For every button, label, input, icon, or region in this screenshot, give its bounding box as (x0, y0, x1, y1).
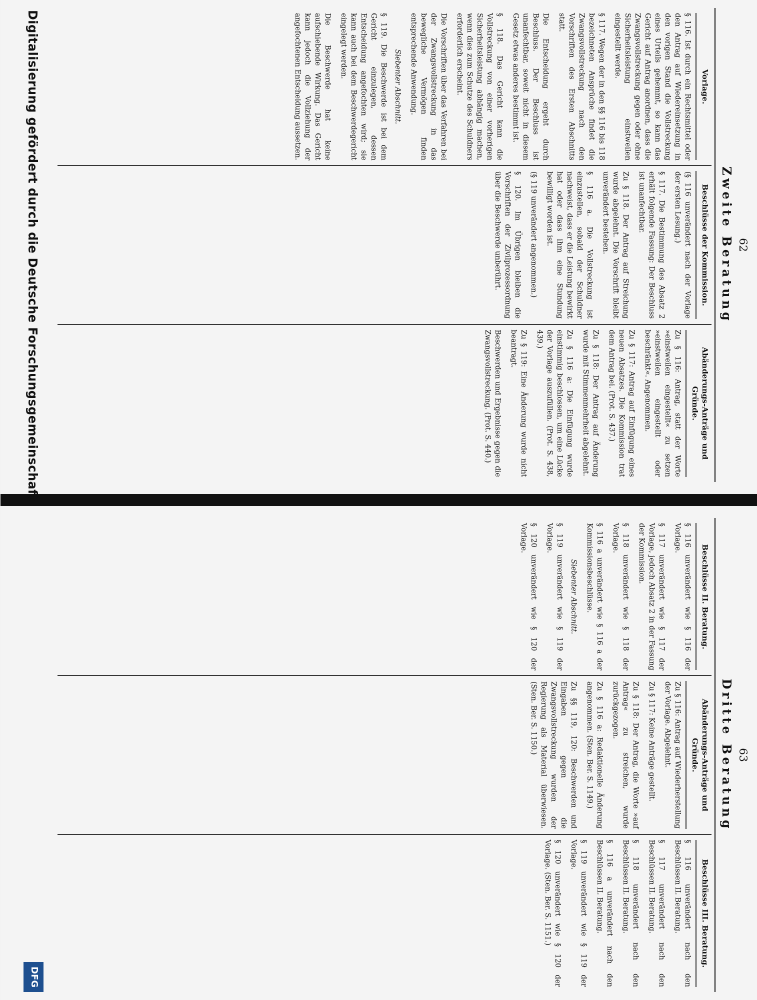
paragraph: § 116 a unverändert nach den Beschlüssen II. Beratung. (595, 839, 614, 987)
paragraph: Zu §§ 119, 120: Beschwerden und Eingaben gegen die Zwangsvollstreckung wurden der Regierung als Material überwiesen. (Sten. Ber. S. 1150.) (529, 681, 578, 829)
column-header: Beschlüsse der Kommission. (695, 171, 711, 318)
heading-rule (714, 518, 715, 992)
paragraph: Die Beschwerde hat keine aufschiebende Wirkung. Das Gericht kann jedoch die Vollziehung der angefochtenen Entscheidung aussetzen. (293, 13, 332, 161)
column-antraege (57, 324, 711, 482)
paragraph: Zu § 117: Keine Anträge gestellt. (647, 681, 656, 802)
digitization-credit: Digitalisierung gefördert durch die Deutsche Forschungsgemeinschaft (25, 10, 39, 501)
column-antraege (57, 675, 711, 833)
paragraph: Zu § 116: Antrag, statt der Worte »einstweilen eingestellt« zu setzen »einstweilen eingestellt oder beschränkt«. Angenommen. (643, 329, 682, 477)
column-group (57, 518, 711, 992)
left-page (57, 0, 757, 490)
paragraph: § 120 unverändert wie § 120 der Vorlage. (Sten. Ber. S. 1151.) (543, 839, 562, 987)
column-beschluesse-2 (57, 518, 711, 675)
paragraph: § 116 a. Die Vollstreckung ist einzustellen, sobald der Schuldner nachweist, dass er die Leistung bewirkt hat oder dass ihm eine Stundung bewilligt worden ist. (545, 171, 594, 319)
right-page (57, 510, 757, 1000)
paragraph: § 116 unverändert nach den Beschlüssen II. Beratung. (673, 839, 692, 987)
paragraph: Beschwerden und Ergebnisse gegen die Zwangsvollstreckung. (Prot. S. 440.) (483, 329, 502, 477)
paragraph: Zu § 118. Der Antrag auf Streichung wurde abgelehnt. Die Vorschrift bleibt unverändert bestehen. (601, 171, 630, 319)
paragraph: Die Entscheidung ergeht durch Beschluss. Der Beschluss ist unanfechtbar, soweit nicht in diesem Gesetz etwas anderes bestimmt ist. (511, 13, 550, 161)
paragraph: § 118 unverändert wie § 118 der Vorlage. (611, 523, 630, 671)
section-subheading: Siebenter Abschnitt. (393, 49, 402, 125)
column-vorlage (57, 8, 711, 165)
paragraph: § 116. Ist durch ein Rechtsmittel oder den Antrag auf Wiedereinsetzung in den vorigen Stand die Vollstreckung eines Urteils gehemmt, so kann das Gericht auf Antrag anordnen, dass die Zwangsvollstreckung gegen oder ohne Sicherheitsleistung einstweilen eingestellt werde. (613, 13, 692, 161)
page-number: 63 (736, 748, 749, 762)
column-group (57, 8, 711, 482)
column-kommission (57, 165, 711, 323)
page-heading: Zweite Beratung (719, 166, 733, 324)
paragraph: § 118. Das Gericht kann die Vollstreckung von einer vorherigen Sicherheitsleistung abhängig machen, wenn dies zum Schutze des Schuldners erforderlich erscheint. (455, 13, 504, 161)
paragraph: Die Vorschriften über das Verfahren bei der Zwangsvollstreckung in das bewegliche Vermögen finden entsprechende Anwendung. (409, 13, 448, 161)
paragraph: Zu § 116: Antrag auf Wiederherstellung der Vorlage. Abgelehnt. (663, 681, 682, 829)
paragraph: (§ 119 unverändert angenommen.) (529, 171, 538, 298)
page-number: 62 (736, 238, 749, 252)
paragraph: § 116 unverändert wie § 116 der Vorlage. (673, 523, 692, 671)
paragraph: § 118 unverändert nach den Beschlüssen II. Beratung. (621, 839, 640, 987)
paragraph: § 117 unverändert wie § 117 der Vorlage, jedoch Absatz 2 in der Fassung der Kommission. (637, 523, 666, 671)
column-header: Beschlüsse III. Beratung. (695, 840, 711, 987)
column-header: Abänderungs-Anträge und Gründe. (685, 681, 711, 828)
paragraph: § 120. Im Übrigen bleiben die Vorschriften der Zivilprozessordnung über die Beschwerde unberührt. (493, 171, 522, 319)
column-header: Vorlage. (695, 13, 711, 160)
paragraph: § 117 unverändert nach den Beschlüssen II. Beratung. (647, 839, 666, 987)
heading-rule (714, 8, 715, 482)
paragraph: § 119 unverändert wie § 119 der Vorlage. (545, 523, 564, 671)
paragraph: § 120 unverändert wie § 120 der Vorlage. (519, 523, 538, 671)
column-header: Beschlüsse II. Beratung. (695, 523, 711, 670)
column-header: Abänderungs-Anträge und Gründe. (685, 330, 711, 477)
section-subheading: Siebenter Abschnitt. (569, 559, 578, 635)
page-heading: Dritte Beratung (719, 678, 733, 832)
paragraph: Zu § 119: Eine Änderung wurde nicht beantragt. (509, 329, 528, 477)
paragraph: § 116 a unverändert wie § 116 a der Kommissionsbeschlüsse. (585, 523, 604, 671)
paragraph: Zu § 117: Antrag auf Einfügung eines neuen Absatzes. Die Kommission trat dem Antrag bei. (Prot. S. 437.) (607, 329, 636, 477)
paragraph: Zu § 116 a: Redaktionelle Änderung angenommen. (Sten. Ber. S. 1149.) (585, 681, 604, 829)
paragraph: § 119. Die Beschwerde ist bei dem Gericht einzulegen, dessen Entscheidung angefochten wird; sie kann auch bei dem Beschwerdegericht eingelegt werden. (339, 13, 388, 161)
column-beschluesse-3 (57, 834, 711, 992)
paragraph: Zu § 118: Der Antrag auf Änderung wurde mit Stimmenmehrheit abgelehnt. (581, 329, 600, 477)
paragraph: (§ 116 unverändert nach der Vorlage der ersten Lesung.) (673, 171, 692, 319)
paragraph: Zu § 116 a: Die Einfügung wurde einstimmig beschlossen, um eine Lücke der Vorlage auszufüllen. (Prot. S. 438, 439.) (535, 329, 574, 477)
paragraph: Zu § 118: Der Antrag, die Worte »auf Antrag« zu streichen, wurde zurückgezogen. (611, 681, 640, 829)
page-gutter (0, 494, 757, 506)
paragraph: § 117. Die Bestimmung des Absatz 2 erhält folgende Fassung: Der Beschluss ist unanfechtbar. (637, 171, 666, 319)
dfg-logo: DFG (23, 962, 43, 992)
paragraph: § 117. Wegen der in den §§ 116 bis 118 bezeichneten Ansprüche findet die Zwangsvollstreckung nach den Vorschriften des Ersten Abschnitts statt. (557, 13, 606, 161)
paragraph: § 119 unverändert wie § 119 der Vorlage. (569, 839, 588, 987)
